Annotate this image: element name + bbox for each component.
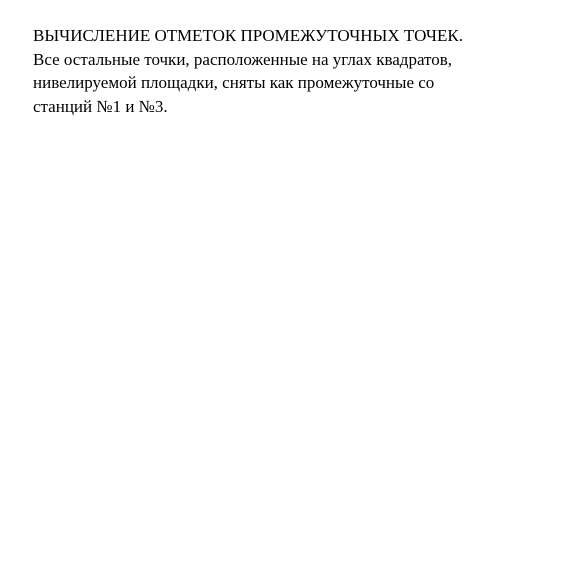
body-line-1: Все остальные точки, расположенные на углах квадратов,	[33, 49, 453, 69]
document-heading: ВЫЧИСЛЕНИЕ ОТМЕТОК ПРОМЕЖУТОЧНЫХ ТОЧЕК.	[33, 26, 463, 45]
text-block	[33, 24, 553, 118]
body-line-2: нивелируемой площадки, сняты как промежуточные со	[33, 73, 435, 92]
body-line-3: станций №1 и №3.	[33, 96, 168, 116]
